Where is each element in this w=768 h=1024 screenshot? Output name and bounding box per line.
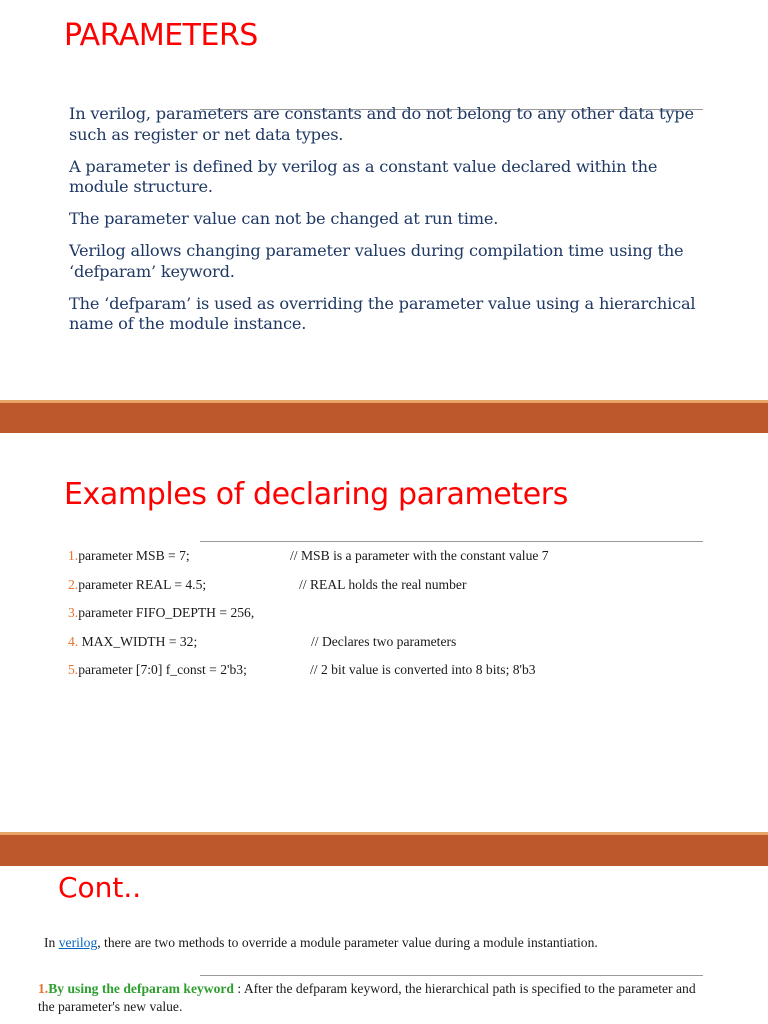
slide-examples <box>0 433 768 832</box>
intro-paragraph <box>44 934 694 952</box>
list-item <box>68 634 748 663</box>
code-comment: // 2 bit value is converted into 8 bits; 8'b3 <box>310 662 536 678</box>
list-number: 2. <box>68 576 79 592</box>
paragraph: Verilog allows changing parameter values during compilation time using the ‘defparam’ keyword. <box>69 241 684 281</box>
list-number: 3. <box>68 605 79 621</box>
code-line: parameter [7:0] f_const = 2'b3; <box>78 662 247 678</box>
list-number: 5. <box>68 662 79 678</box>
code-comment: // REAL holds the real number <box>299 576 467 592</box>
example-list <box>68 548 748 691</box>
title-divider <box>200 541 703 542</box>
list-item <box>68 548 748 577</box>
code-comment: // Declares two parameters <box>311 633 457 649</box>
code-line: parameter MSB = 7; <box>78 548 190 563</box>
intro-suffix: , there are two methods to override a module parameter value during a module instantiation. <box>97 935 598 950</box>
list-number: 4. <box>68 633 79 649</box>
verilog-link[interactable]: verilog <box>58 935 98 950</box>
slide-title: PARAMETERS <box>64 18 258 53</box>
slide-separator-band <box>0 400 768 433</box>
code-comment: // MSB is a parameter with the constant value 7 <box>290 548 549 563</box>
slide-title: Cont.. <box>58 871 142 904</box>
method-name: By using the defparam keyword <box>48 981 234 996</box>
slide-separator-band <box>0 832 768 866</box>
slide-body <box>69 104 709 346</box>
paragraph: A parameter is defined by verilog as a constant value declared within the module structure. <box>69 156 658 196</box>
paragraph: The ‘defparam’ is used as overriding the parameter value using a hierarchical name of the module instance. <box>69 293 696 333</box>
list-item <box>68 605 748 634</box>
paragraph: In verilog, parameters are constants and do not belong to any other data type such as register or net data types. <box>69 104 694 144</box>
paragraph: The parameter value can not be changed at run time. <box>69 209 499 228</box>
intro-prefix: In <box>44 935 59 950</box>
method-number: 1. <box>38 981 49 996</box>
method-paragraph <box>38 980 698 1016</box>
method-text: : After the defparam keyword, the hierarchical path is specified to the parameter and the parameter's new value. <box>38 981 696 1014</box>
code-line: MAX_WIDTH = 32; <box>78 633 198 649</box>
code-line: parameter FIFO_DEPTH = 256, <box>78 605 255 621</box>
code-line: parameter REAL = 4.5; <box>78 576 207 592</box>
slide-parameters <box>0 0 768 400</box>
list-item <box>68 662 748 691</box>
title-divider <box>200 975 703 976</box>
list-number: 1. <box>68 548 79 563</box>
list-item <box>68 577 748 606</box>
slide-title: Examples of declaring parameters <box>64 477 568 512</box>
slide-cont <box>0 866 768 1024</box>
